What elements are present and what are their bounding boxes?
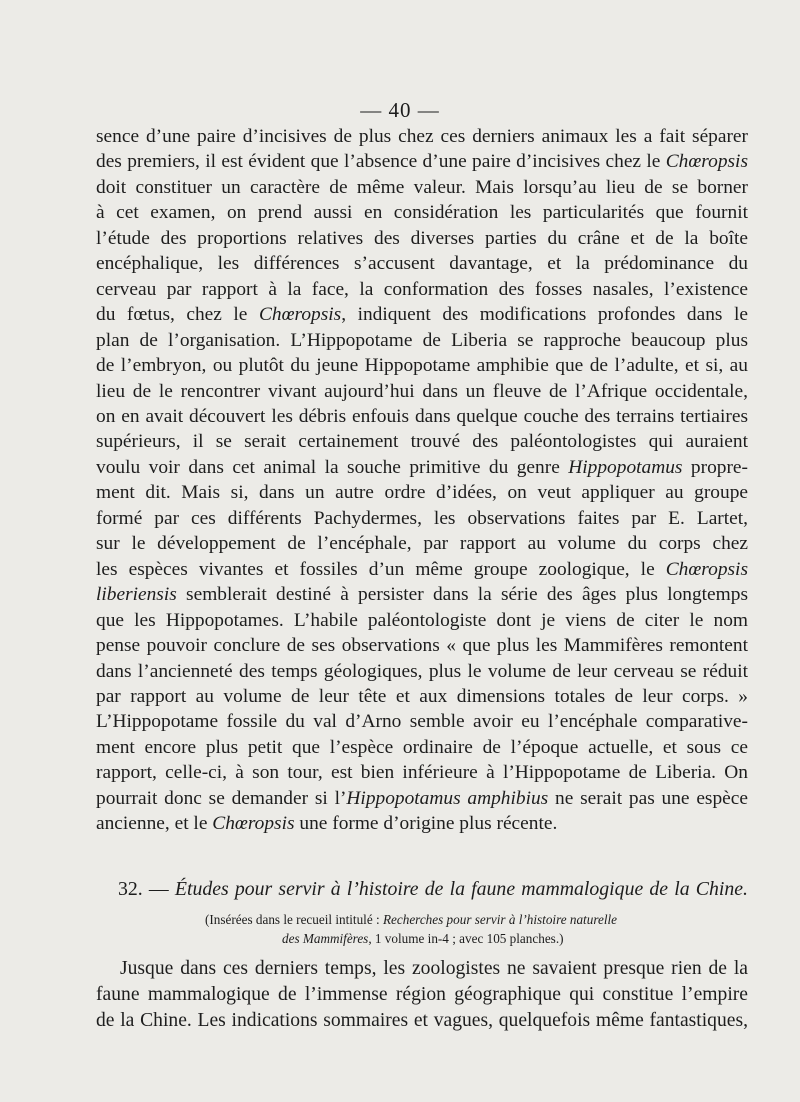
paragraph-1-line: lieu de le rencontrer vivant aujourd’hui dans un fleuve de l’Afrique occidentale, <box>96 380 748 402</box>
paragraph-1-line: les espèces vivantes et fossiles d’un même groupe zoologique, le Chœropsis <box>96 558 748 580</box>
paragraph-1-line: encéphalique, les différences s’accusent davantage, et la prédominance du <box>96 253 748 275</box>
section-note <box>205 910 655 948</box>
paragraph-1-line: de l’embryon, ou plutôt du jeune Hippopotame amphibie que de l’adulte, et si, au <box>96 355 748 377</box>
paragraph-1-line: que les Hippopotames. L’habile paléontologiste dont je viens de citer le nom <box>96 609 748 631</box>
paragraph-1 <box>96 124 748 837</box>
paragraph-1-line: voulu voir dans cet animal la souche primitive du genre Hippopotamus propre- <box>96 456 748 478</box>
paragraph-1-line: doit constituer un caractère de même valeur. Mais lorsqu’au lieu de se borner <box>96 176 748 198</box>
note-prefix: (Insérées dans le recueil intitulé : <box>205 912 383 927</box>
paragraph-1-line: à cet examen, on prend aussi en considération les particularités que fournit <box>96 202 748 224</box>
section-heading <box>118 876 748 902</box>
section-number: 32. — <box>118 878 169 900</box>
paragraph-1-line: du fœtus, chez le Chœropsis, indiquent des modifications profondes dans le <box>96 304 748 326</box>
paragraph-1-line: on en avait découvert les débris enfouis dans quelque couche des terrains tertiaires <box>96 405 748 427</box>
paragraph-2-line: de la Chine. Les indications sommaires et vagues, quelquefois même fantastiques, <box>96 1010 748 1032</box>
paragraph-1-line: l’étude des proportions relatives des diverses parties du crâne et de la boîte <box>96 227 748 249</box>
note-title-1: Recherches pour servir à l’histoire naturelle <box>382 912 617 927</box>
paragraph-1-line: cerveau par rapport à la face, la conformation des fosses nasales, l’existence <box>96 278 748 300</box>
paragraph-1-line: pourrait donc se demander si l’Hippopotamus amphibius ne serait pas une espèce <box>96 787 748 809</box>
paragraph-1-line: ancienne, et le Chœropsis une forme d’origine plus récente. <box>96 813 558 835</box>
paragraph-2-line: Jusque dans ces derniers temps, les zoologistes ne savaient presque rien de la <box>120 958 748 979</box>
note-title-2: des Mammifères <box>282 931 369 946</box>
paragraph-1-line: rapport, celle-ci, à son tour, est bien inférieure à l’Hippopotame de Liberia. On <box>96 762 748 784</box>
paragraph-2 <box>96 956 748 1035</box>
note-suffix: , 1 volume in-4 ; avec 105 planches.) <box>368 931 564 946</box>
paragraph-2-line: faune mammalogique de l’immense région géographique qui constitue l’empire <box>96 984 748 1006</box>
paragraph-1-line: dans l’ancienneté des temps géologiques, plus le volume de leur cerveau se réduit <box>96 660 748 682</box>
note-line-2 <box>205 929 655 948</box>
paragraph-1-line: par rapport au volume de leur tête et aux dimensions totales de leur corps. » <box>96 685 748 707</box>
note-line-1 <box>205 910 655 929</box>
paragraph-1-line: liberiensis semblerait destiné à persister dans la série des âges plus longtemps <box>96 584 748 606</box>
paragraph-1-line: sur le développement de l’encéphale, par rapport au volume du corps chez <box>96 533 748 555</box>
paragraph-1-line: ment encore plus petit que l’espèce ordinaire de l’époque actuelle, et sous ce <box>96 736 748 758</box>
paragraph-1-line: formé par ces différents Pachydermes, les observations faites par E. Lartet, <box>96 507 748 529</box>
paragraph-1-line: des premiers, il est évident que l’absence d’une paire d’incisives chez le Chœropsis <box>96 151 748 173</box>
paragraph-1-line: ment dit. Mais si, dans un autre ordre d’idées, on veut appliquer au groupe <box>96 482 748 504</box>
page-number: — 40 — <box>360 98 440 122</box>
paragraph-1-line: pense pouvoir conclure de ses observations « que plus les Mammifères remontent <box>96 635 748 657</box>
paragraph-1-line: L’Hippopotame fossile du val d’Arno semble avoir eu l’encéphale comparative- <box>96 711 748 733</box>
paragraph-1-line: sence d’une paire d’incisives de plus chez ces derniers animaux les a fait séparer <box>96 126 748 147</box>
paragraph-1-line: supérieurs, il se serait certainement trouvé des paléontologistes qui auraient <box>96 431 748 453</box>
paragraph-1-line: plan de l’organisation. L’Hippopotame de Liberia se rapproche beaucoup plus <box>96 329 748 351</box>
section-title: Études pour servir à l’histoire de la faune mammalogique de la Chine. <box>174 878 749 900</box>
